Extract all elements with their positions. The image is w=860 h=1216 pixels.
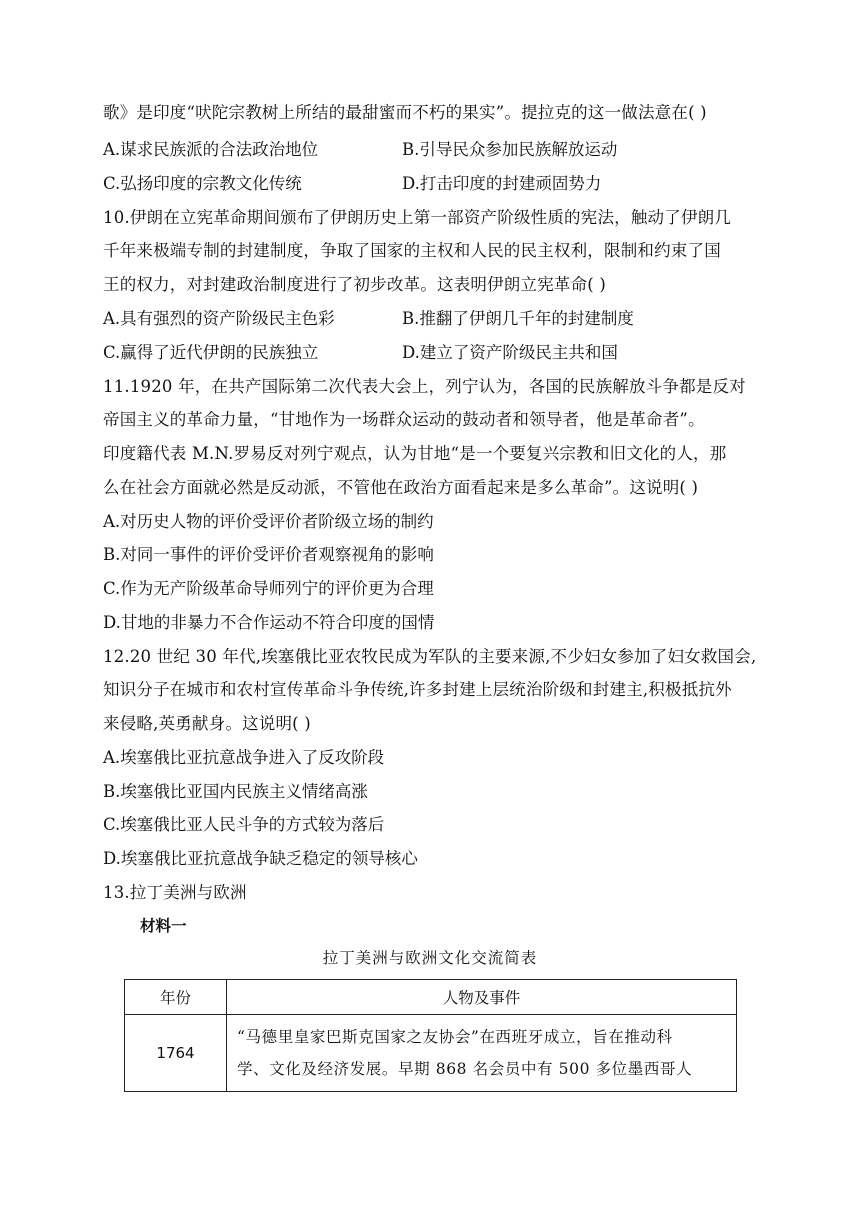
q9-option-b[interactable]: B.引导民众参加民族解放运动 (402, 140, 618, 159)
q12-stem-line: 知识分子在城市和农村宣传革命斗争传统,许多封建上层统治阶级和封建主,积极抵抗外 (103, 680, 732, 699)
table-title: 拉丁美洲与欧洲文化交流简表 (322, 949, 538, 967)
q12-stem-line: 来侵略,英勇献身。这说明( ) (103, 714, 311, 733)
table-row (125, 1015, 737, 1092)
q9-option-c[interactable]: C.弘扬印度的宗教文化传统 (103, 174, 302, 193)
q12-option-c[interactable]: C.埃塞俄比亚人民斗争的方式较为落后 (103, 815, 385, 834)
q9-stem-continuation: 歌》是印度“吠陀宗教树上所结的最甜蜜而不朽的果实”。提拉克的这一做法意在( ) (103, 103, 707, 122)
table-header-row (125, 980, 737, 1015)
table-cell-year: 1764 (125, 1015, 227, 1092)
q11-stem-line: 么在社会方面就必然是反动派，不管他在政治方面看起来是多么革命”。这说明( ) (103, 478, 699, 497)
q10-option-d[interactable]: D.建立了资产阶级民主共和国 (402, 343, 618, 362)
q11-option-a[interactable]: A.对历史人物的评价受评价者阶级立场的制约 (103, 512, 434, 531)
q12-stem-line: 12.20 世纪 30 年代,埃塞俄比亚农牧民成为军队的主要来源,不少妇女参加了妇女救国会, (103, 647, 757, 666)
q11-stem-line: 11.1920 年，在共产国际第二次代表大会上，列宁认为，各国的民族解放斗争都是反对 (103, 377, 746, 396)
q10-stem-line: 千年来极端专制的封建制度，争取了国家的主权和人民的民主权利，限制和约束了国 (103, 241, 721, 260)
event-line: 学、文化及经济发展。早期 868 名会员中有 500 多位墨西哥人 (237, 1060, 693, 1078)
q12-option-d[interactable]: D.埃塞俄比亚抗意战争缺乏稳定的领导核心 (103, 849, 418, 868)
exchange-table (124, 979, 737, 1092)
table-cell-event (227, 1015, 737, 1092)
q9-option-d[interactable]: D.打击印度的封建顽固势力 (402, 174, 602, 193)
q12-option-a[interactable]: A.埃塞俄比亚抗意战争进入了反攻阶段 (103, 748, 385, 767)
q11-option-b[interactable]: B.对同一事件的评价受评价者观察视角的影响 (103, 545, 434, 564)
q12-option-b[interactable]: B.埃塞俄比亚国内民族主义情绪高涨 (103, 782, 368, 801)
q11-option-c[interactable]: C.作为无产阶级革命导师列宁的评价更为合理 (103, 579, 434, 598)
q11-stem-line: 印度籍代表 M.N.罗易反对列宁观点，认为甘地“是一个要复兴宗教和旧文化的人，那 (103, 444, 727, 463)
q13-heading: 13.拉丁美洲与欧洲 (103, 883, 247, 902)
q10-stem-line: 10.伊朗在立宪革命期间颁布了伊朗历史上第一部资产阶级性质的宪法，触动了伊朗几 (103, 208, 732, 227)
q10-option-b[interactable]: B.推翻了伊朗几千年的封建制度 (402, 309, 634, 328)
q11-option-d[interactable]: D.甘地的非暴力不合作运动不符合印度的国情 (103, 613, 435, 632)
event-line: “马德里皇家巴斯克国家之友协会”在西班牙成立，旨在推动科 (237, 1028, 673, 1046)
material-label: 材料一 (140, 917, 187, 935)
column-header-event: 人物及事件 (227, 980, 737, 1015)
q10-stem-line: 王的权力，对封建政治制度进行了初步改革。这表明伊朗立宪革命( ) (103, 275, 607, 294)
q10-option-a[interactable]: A.具有强烈的资产阶级民主色彩 (103, 309, 335, 328)
q9-option-a[interactable]: A.谋求民族派的合法政治地位 (103, 140, 319, 159)
q10-option-c[interactable]: C.赢得了近代伊朗的民族独立 (103, 343, 319, 362)
column-header-year: 年份 (125, 980, 227, 1015)
q11-stem-line: 帝国主义的革命力量，“甘地作为一场群众运动的鼓动者和领导者，他是革命者”。 (103, 410, 705, 429)
